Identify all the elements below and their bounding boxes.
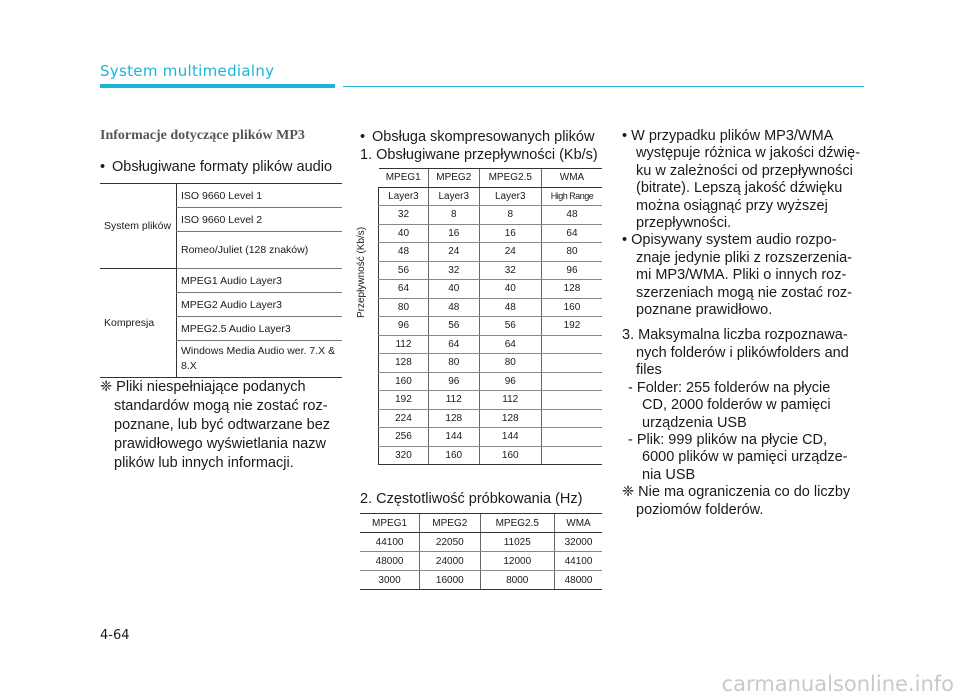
compressed-bullet-text: Obsługa skompresowanych plików: [372, 129, 595, 145]
table-row: [379, 354, 603, 373]
section-title: System multimedialny: [100, 62, 275, 80]
bitrate-cell: 192: [379, 391, 429, 410]
bitrate-cell: 128: [428, 409, 479, 428]
bitrate-cell: 56: [479, 317, 541, 336]
bitrate-cell: 96: [428, 372, 479, 391]
right-text-line: nych folderów i plikówfolders and: [636, 344, 849, 361]
bitrate-cell: [541, 409, 602, 428]
table-row: [379, 335, 603, 354]
table-row: [379, 224, 603, 243]
sample-cell: 44100: [360, 533, 420, 552]
bitrate-cell: 16: [428, 224, 479, 243]
table-row: [379, 428, 603, 447]
bitrate-cell: 96: [479, 372, 541, 391]
sample-cell: 3000: [360, 571, 420, 590]
bitrate-cell: 96: [541, 261, 602, 280]
format-value: Romeo/Juliet (128 znaków): [177, 232, 343, 269]
bitrate-cell: 16: [479, 224, 541, 243]
note-line: plików lub innych informacji.: [114, 455, 294, 471]
bitrate-cell: 128: [479, 409, 541, 428]
bitrate-cell: 48: [479, 298, 541, 317]
bitrate-cell: 56: [379, 261, 429, 280]
page-number: 4-64: [100, 628, 130, 643]
bitrate-cell: 64: [428, 335, 479, 354]
table-row: [379, 446, 603, 465]
bullet-dot-icon: •: [100, 159, 106, 175]
bitrate-cell: 40: [428, 280, 479, 299]
right-text-line: występuje różnica w jakości dźwię-: [636, 145, 861, 162]
bitrate-cell: 32: [479, 261, 541, 280]
header-rule-thick: [100, 84, 335, 88]
bitrate-cell: 80: [479, 354, 541, 373]
right-text-line: można osiągnąć przy wyższej: [636, 197, 828, 214]
table-row: [379, 317, 603, 336]
table-row: [379, 206, 603, 225]
bitrate-table: [378, 168, 602, 465]
bitrate-cell: 48: [428, 298, 479, 317]
format-value: MPEG1 Audio Layer3: [177, 269, 343, 293]
mp3-info-heading: Informacje dotyczące plików MP3: [100, 128, 305, 143]
right-text-line: • W przypadku plików MP3/WMA: [622, 128, 834, 144]
right-text-line: CD, 2000 folderów w pamięci: [642, 397, 831, 414]
sample-rate-table: [360, 513, 602, 590]
sample-header: MPEG1: [360, 514, 420, 533]
bitrate-cell: [541, 391, 602, 410]
note-line: ❈ Pliki niespełniające podanych: [100, 379, 306, 395]
sample-cell: 48000: [554, 571, 602, 590]
right-text-line: files: [636, 362, 662, 379]
table-row: [379, 409, 603, 428]
bitrate-subheader: High Range: [541, 187, 602, 206]
bitrate-cell: 64: [379, 280, 429, 299]
right-text-line: • Opisywany system audio rozpo-: [622, 232, 837, 249]
sample-rate-title: 2. Częstotliwość próbkowania (Hz): [360, 491, 583, 507]
bitrate-cell: 8: [428, 206, 479, 225]
sample-cell: 32000: [554, 533, 602, 552]
sample-cell: 24000: [420, 552, 480, 571]
bitrate-cell: [541, 335, 602, 354]
table-row: [379, 298, 603, 317]
sample-cell: 12000: [480, 552, 554, 571]
note-line: poznane, lub być odtwarzane bez: [114, 417, 331, 433]
bitrate-cell: 32: [379, 206, 429, 225]
right-text-line: nia USB: [642, 466, 696, 483]
right-text-line: 6000 plików w pamięci urządze-: [642, 449, 848, 466]
bitrate-cell: 8: [479, 206, 541, 225]
format-value: MPEG2 Audio Layer3: [177, 293, 343, 317]
bitrate-cell: 112: [479, 391, 541, 410]
bullet-dot-icon: •: [360, 129, 366, 145]
bitrate-header: MPEG2: [428, 169, 479, 188]
bitrate-cell: 40: [479, 280, 541, 299]
bitrate-cell: 320: [379, 446, 429, 465]
bitrate-cell: 48: [541, 206, 602, 225]
bitrate-cell: 80: [379, 298, 429, 317]
bitrate-cell: 32: [428, 261, 479, 280]
sample-header: MPEG2.5: [480, 514, 554, 533]
bitrate-header: MPEG1: [379, 169, 429, 188]
format-value: Windows Media Audio wer. 7.X & 8.X: [177, 341, 343, 378]
right-text-line: poziomów folderów.: [636, 501, 764, 518]
bitrate-cell: 256: [379, 428, 429, 447]
table-row: [379, 391, 603, 410]
bitrate-cell: 56: [428, 317, 479, 336]
right-text-line: szerzeniach mogą nie zostać roz-: [636, 284, 852, 301]
table-row: [360, 533, 602, 552]
bitrate-cell: [541, 428, 602, 447]
format-value: MPEG2.5 Audio Layer3: [177, 317, 343, 341]
bitrate-header: MPEG2.5: [479, 169, 541, 188]
sample-cell: 11025: [480, 533, 554, 552]
format-value: ISO 9660 Level 1: [177, 184, 343, 208]
compressed-bullet: [360, 128, 594, 147]
bitrate-cell: 24: [479, 243, 541, 262]
bitrate-cell: 128: [541, 280, 602, 299]
table-row: [379, 372, 603, 391]
bitrate-header: WMA: [541, 169, 602, 188]
bitrate-cell: 160: [379, 372, 429, 391]
note-line: prawidłowego wyświetlania nazw: [114, 436, 326, 452]
right-text-line: (bitrate). Lepszą jakość dźwięku: [636, 180, 843, 197]
bitrate-cell: [541, 446, 602, 465]
right-text-line: mi MP3/WMA. Pliki o innych roz-: [636, 267, 847, 284]
bitrate-cell: 80: [428, 354, 479, 373]
bitrate-cell: 80: [541, 243, 602, 262]
format-category: Kompresja: [100, 269, 177, 378]
sample-header: WMA: [554, 514, 602, 533]
bitrate-cell: [541, 354, 602, 373]
right-text-line: - Folder: 255 folderów na płycie: [628, 379, 831, 396]
bitrate-cell: 144: [479, 428, 541, 447]
file-format-table: [100, 183, 342, 378]
right-text-line: ku w zależności od przepływności: [636, 162, 853, 179]
table-row: [379, 280, 603, 299]
bitrate-cell: 192: [541, 317, 602, 336]
bitrate-cell: 112: [428, 391, 479, 410]
bitrate-cell: 40: [379, 224, 429, 243]
bitrate-cell: 144: [428, 428, 479, 447]
sample-cell: 22050: [420, 533, 480, 552]
table-row: [379, 243, 603, 262]
right-text-line: ❈ Nie ma ograniczenia co do liczby: [622, 484, 851, 501]
right-text-line: znaje jedynie pliki z rozszerzenia-: [636, 249, 852, 266]
table-row: [360, 552, 602, 571]
bitrate-subheader: Layer3: [428, 187, 479, 206]
header-rule-thin: [343, 86, 864, 87]
standards-note: [100, 378, 342, 473]
bitrate-cell: 96: [379, 317, 429, 336]
bitrate-cell: 160: [428, 446, 479, 465]
table-row: [360, 571, 602, 590]
bitrate-cell: 112: [379, 335, 429, 354]
sample-cell: 8000: [480, 571, 554, 590]
bitrate-cell: 160: [541, 298, 602, 317]
bitrate-title: 1. Obsługiwane przepływności (Kb/s): [360, 147, 598, 163]
bitrate-cell: 48: [379, 243, 429, 262]
bitrate-axis-label: Przepływność (Kb/s): [356, 226, 367, 318]
sample-cell: 44100: [554, 552, 602, 571]
bitrate-cell: [541, 372, 602, 391]
bitrate-cell: 160: [479, 446, 541, 465]
sample-cell: 48000: [360, 552, 420, 571]
right-text-line: przepływności.: [636, 215, 732, 232]
bitrate-cell: 64: [479, 335, 541, 354]
sample-header: MPEG2: [420, 514, 480, 533]
sample-cell: 16000: [420, 571, 480, 590]
watermark: carmanualsonline.info: [721, 672, 954, 696]
bitrate-cell: 64: [541, 224, 602, 243]
bitrate-subheader: Layer3: [379, 187, 429, 206]
right-text-line: 3. Maksymalna liczba rozpoznawa-: [622, 327, 848, 344]
bitrate-subheader: Layer3: [479, 187, 541, 206]
bitrate-cell: 224: [379, 409, 429, 428]
bitrate-cell: 128: [379, 354, 429, 373]
note-line: standardów mogą nie zostać roz-: [114, 398, 328, 414]
right-text-line: urządzenia USB: [642, 414, 747, 431]
bitrate-table-wrap: [356, 168, 602, 468]
right-text-line: - Plik: 999 plików na płycie CD,: [628, 431, 828, 448]
format-category: System plików: [100, 184, 177, 269]
table-row: [379, 261, 603, 280]
format-value: ISO 9660 Level 2: [177, 208, 343, 232]
formats-bullet: [100, 158, 332, 177]
right-text-line: poznane prawidłowo.: [636, 302, 773, 319]
formats-bullet-text: Obsługiwane formaty plików audio: [112, 159, 333, 175]
right-column-text: [622, 128, 864, 519]
bitrate-cell: 24: [428, 243, 479, 262]
